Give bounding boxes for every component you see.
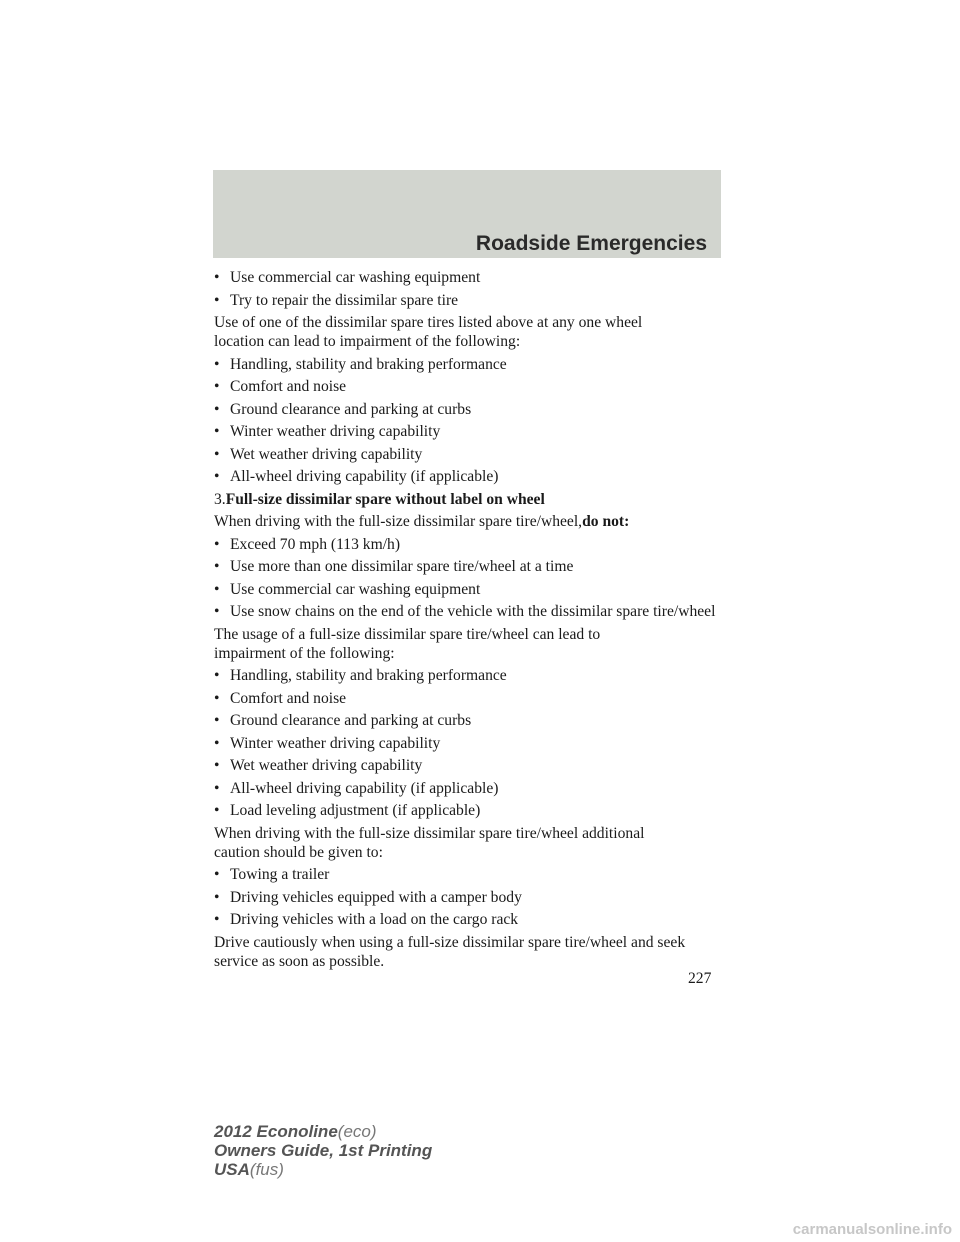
list-item-text: Comfort and noise <box>230 689 347 707</box>
list-item <box>214 734 724 753</box>
list-item-text: Exceed 70 mph (113 km/h) <box>230 535 401 553</box>
footer-line-3 <box>214 1160 432 1179</box>
list-item <box>214 910 724 929</box>
list-item-text: Winter weather driving capability <box>230 734 441 752</box>
bullet-icon: • <box>214 535 220 553</box>
list-item-text: Try to repair the dissimilar spare tire <box>230 291 459 309</box>
footer-model: 2012 Econoline <box>214 1122 338 1141</box>
list-item <box>214 580 724 599</box>
list-item <box>214 268 724 287</box>
bullet-icon: • <box>214 802 220 819</box>
document-footer <box>214 1122 432 1179</box>
list-item <box>214 445 724 464</box>
bullet-icon: • <box>214 445 220 463</box>
heading-text: Full-size dissimilar spare without label on wheel <box>225 490 545 508</box>
list-item-text: Wet weather driving capability <box>230 757 423 774</box>
section-header-band <box>213 170 721 258</box>
list-item-text: Wet weather driving capability <box>230 445 423 463</box>
list-item <box>214 291 724 310</box>
bullet-icon: • <box>214 667 220 684</box>
list-item-text: Winter weather driving capability <box>230 423 441 440</box>
list-item <box>214 467 724 486</box>
list-item <box>214 865 724 884</box>
impairment-list-1 <box>214 355 724 487</box>
bullet-icon: • <box>214 779 220 797</box>
list-item <box>214 377 724 396</box>
paragraph-drive-cautiously: Drive cautiously when using a full-size dissimilar spare tire/wheel and seek service as soon as possible. <box>214 933 686 970</box>
list-item <box>214 779 724 798</box>
bullet-icon: • <box>214 866 220 883</box>
list-item-text: Handling, stability and braking performance <box>230 355 507 373</box>
footer-market: USA <box>214 1160 250 1179</box>
paragraph-impairment-intro: Use of one of the dissimilar spare tires listed above at any one wheel location can lead to impairment of the following: <box>214 314 643 350</box>
paragraph-do-not <box>214 512 724 531</box>
list-item <box>214 422 724 441</box>
page-content <box>214 268 724 974</box>
list-item <box>214 602 724 621</box>
list-item-text: Towing a trailer <box>230 866 330 883</box>
bullet-icon: • <box>214 291 220 309</box>
bullet-icon: • <box>214 355 220 373</box>
intro-bullet-list <box>214 268 724 310</box>
list-item-text: Use commercial car washing equipment <box>230 269 481 286</box>
bullet-icon: • <box>214 712 220 729</box>
bullet-icon: • <box>214 423 220 440</box>
list-item <box>214 888 724 907</box>
bullet-icon: • <box>214 468 220 485</box>
list-item <box>214 689 724 708</box>
list-item-text: Ground clearance and parking at curbs <box>230 712 472 729</box>
paragraph-do-not-bold: do not: <box>582 513 630 530</box>
paragraph-caution: When driving with the full-size dissimilar spare tire/wheel additional caution should be given to: <box>214 824 645 861</box>
list-item <box>214 801 724 820</box>
footer-line-1 <box>214 1122 432 1141</box>
heading-number: 3. <box>214 490 226 508</box>
paragraph-usage: The usage of a full-size dissimilar spare tire/wheel can lead to impairment of the following: <box>214 625 601 662</box>
bullet-icon: • <box>214 734 220 752</box>
watermark-link[interactable]: carmanualsonline.info <box>792 1221 952 1238</box>
bullet-icon: • <box>214 757 220 774</box>
list-item <box>214 711 724 730</box>
list-item <box>214 400 724 419</box>
list-item-text: Use snow chains on the end of the vehicle with the dissimilar spare tire/wheel <box>230 603 716 620</box>
list-item <box>214 557 724 576</box>
page-number: 227 <box>688 970 712 987</box>
list-item <box>214 355 724 374</box>
bullet-icon: • <box>214 689 220 707</box>
list-item-text: Comfort and noise <box>230 378 347 395</box>
bullet-icon: • <box>214 378 220 395</box>
bullet-icon: • <box>214 558 220 575</box>
list-item-text: Use commercial car washing equipment <box>230 580 481 598</box>
bullet-icon: • <box>214 269 220 286</box>
bullet-icon: • <box>214 580 220 598</box>
bullet-icon: • <box>214 888 220 906</box>
list-item-text: Driving vehicles equipped with a camper body <box>230 888 522 906</box>
list-item-text: All-wheel driving capability (if applicable) <box>230 468 499 485</box>
bullet-icon: • <box>214 603 220 620</box>
list-item-text: Ground clearance and parking at curbs <box>230 400 472 418</box>
list-item-text: All-wheel driving capability (if applicable) <box>230 779 499 797</box>
list-item <box>214 666 724 685</box>
list-item-text: Handling, stability and braking performance <box>230 667 507 684</box>
list-item-text: Driving vehicles with a load on the cargo rack <box>230 911 519 928</box>
caution-list <box>214 865 724 929</box>
bullet-icon: • <box>214 911 220 928</box>
paragraph-do-not-text: When driving with the full-size dissimilar spare tire/wheel, <box>214 513 583 530</box>
list-item-text: Load leveling adjustment (if applicable) <box>230 802 481 819</box>
do-not-list <box>214 535 724 622</box>
impairment-list-2 <box>214 666 724 820</box>
footer-line-2: Owners Guide, 1st Printing <box>214 1141 433 1160</box>
section-title: Roadside Emergencies <box>475 232 707 255</box>
bullet-icon: • <box>214 400 220 418</box>
list-item-text: Use more than one dissimilar spare tire/wheel at a time <box>230 558 574 575</box>
heading-full-size-spare <box>214 490 724 509</box>
footer-model-code: (eco) <box>337 1122 377 1141</box>
list-item <box>214 756 724 775</box>
footer-market-code: (fus) <box>249 1160 284 1179</box>
list-item <box>214 535 724 554</box>
